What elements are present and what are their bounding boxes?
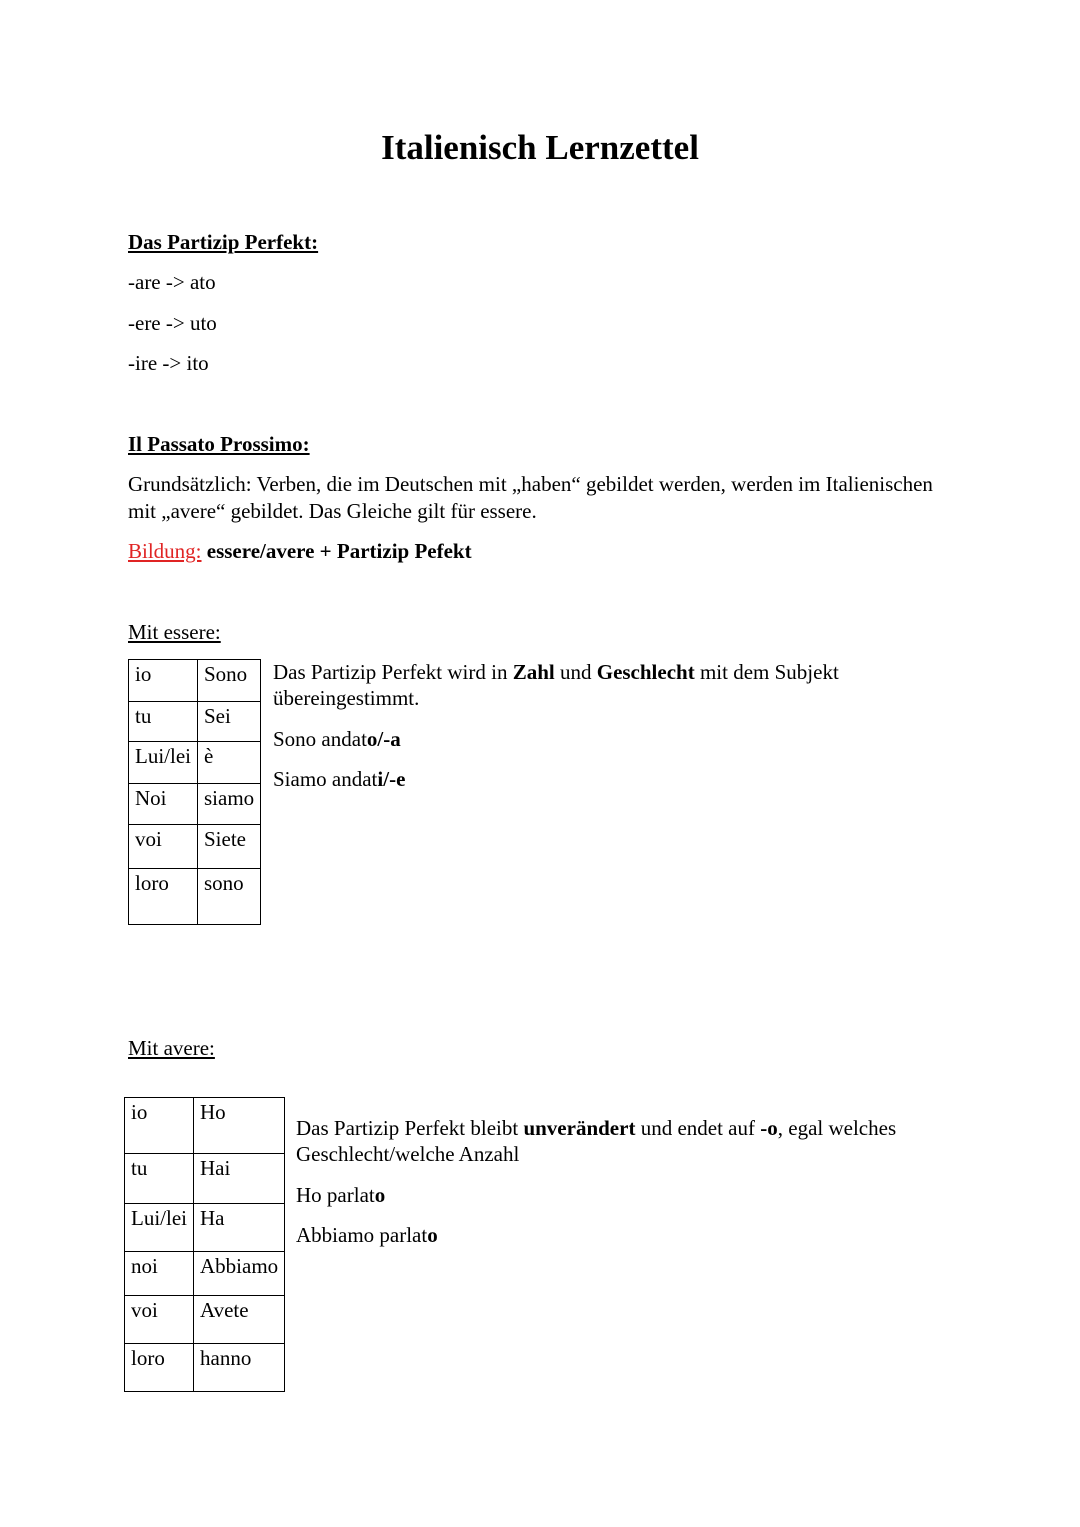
avere-example-2: Abbiamo parlato	[296, 1223, 438, 1247]
table-row	[125, 1154, 285, 1204]
page-title: Italienisch Lernzettel	[381, 128, 699, 167]
essere-form: sono	[198, 869, 261, 925]
avere-table	[124, 1097, 285, 1392]
avere-form: Ha	[194, 1204, 285, 1252]
avere-form: hanno	[194, 1344, 285, 1392]
table-row	[129, 742, 261, 784]
avere-form: Avete	[194, 1296, 285, 1344]
essere-form: Sono	[198, 660, 261, 702]
passato-intro-line2: mit „avere“ gebildet. Das Gleiche gilt für essere.	[128, 499, 537, 523]
table-row	[129, 869, 261, 925]
essere-pronoun: io	[129, 660, 198, 702]
rule-ire: -ire -> ito	[128, 351, 209, 375]
bildung-text: essere/avere + Partizip Pefekt	[206, 539, 472, 563]
table-row	[125, 1204, 285, 1252]
avere-form: Abbiamo	[194, 1252, 285, 1296]
essere-table	[128, 659, 261, 925]
essere-pronoun: tu	[129, 702, 198, 742]
bildung-line	[128, 539, 472, 564]
rule-are: -are -> ato	[128, 270, 216, 294]
avere-pronoun: io	[125, 1098, 194, 1154]
bildung-label: Bildung:	[128, 539, 202, 563]
essere-example-2: Siamo andati/-e	[273, 767, 406, 791]
avere-pronoun: Lui/lei	[125, 1204, 194, 1252]
essere-note-line1: Das Partizip Perfekt wird in Zahl und Geschlecht mit dem Subjekt	[273, 660, 839, 684]
table-row	[125, 1296, 285, 1344]
table-row	[129, 702, 261, 742]
essere-form: siamo	[198, 784, 261, 825]
rule-ere: -ere -> uto	[128, 311, 217, 335]
table-row	[129, 825, 261, 869]
essere-pronoun: Lui/lei	[129, 742, 198, 784]
avere-form: Hai	[194, 1154, 285, 1204]
essere-form: è	[198, 742, 261, 784]
avere-pronoun: voi	[125, 1296, 194, 1344]
essere-note-line2: übereingestimmt.	[273, 686, 420, 710]
essere-form: Sei	[198, 702, 261, 742]
essere-form: Siete	[198, 825, 261, 869]
essere-pronoun: Noi	[129, 784, 198, 825]
avere-pronoun: tu	[125, 1154, 194, 1204]
avere-example-1: Ho parlato	[296, 1183, 386, 1207]
table-row	[129, 784, 261, 825]
avere-note-line2: Geschlecht/welche Anzahl	[296, 1142, 520, 1166]
essere-heading: Mit essere:	[128, 620, 221, 644]
passato-intro-line1: Grundsätzlich: Verben, die im Deutschen mit „haben“ gebildet werden, werden im Italienischen	[128, 472, 933, 496]
partizip-heading: Das Partizip Perfekt:	[128, 230, 319, 254]
passato-heading: Il Passato Prossimo:	[128, 432, 310, 456]
avere-pronoun: loro	[125, 1344, 194, 1392]
essere-pronoun: voi	[129, 825, 198, 869]
essere-pronoun: loro	[129, 869, 198, 925]
table-row	[125, 1098, 285, 1154]
table-row	[125, 1252, 285, 1296]
table-row	[125, 1344, 285, 1392]
table-row	[129, 660, 261, 702]
avere-form: Ho	[194, 1098, 285, 1154]
avere-note-line1: Das Partizip Perfekt bleibt unverändert und endet auf -o, egal welches	[296, 1116, 897, 1140]
avere-heading: Mit avere:	[128, 1036, 215, 1060]
essere-example-1: Sono andato/-a	[273, 727, 401, 751]
avere-pronoun: noi	[125, 1252, 194, 1296]
